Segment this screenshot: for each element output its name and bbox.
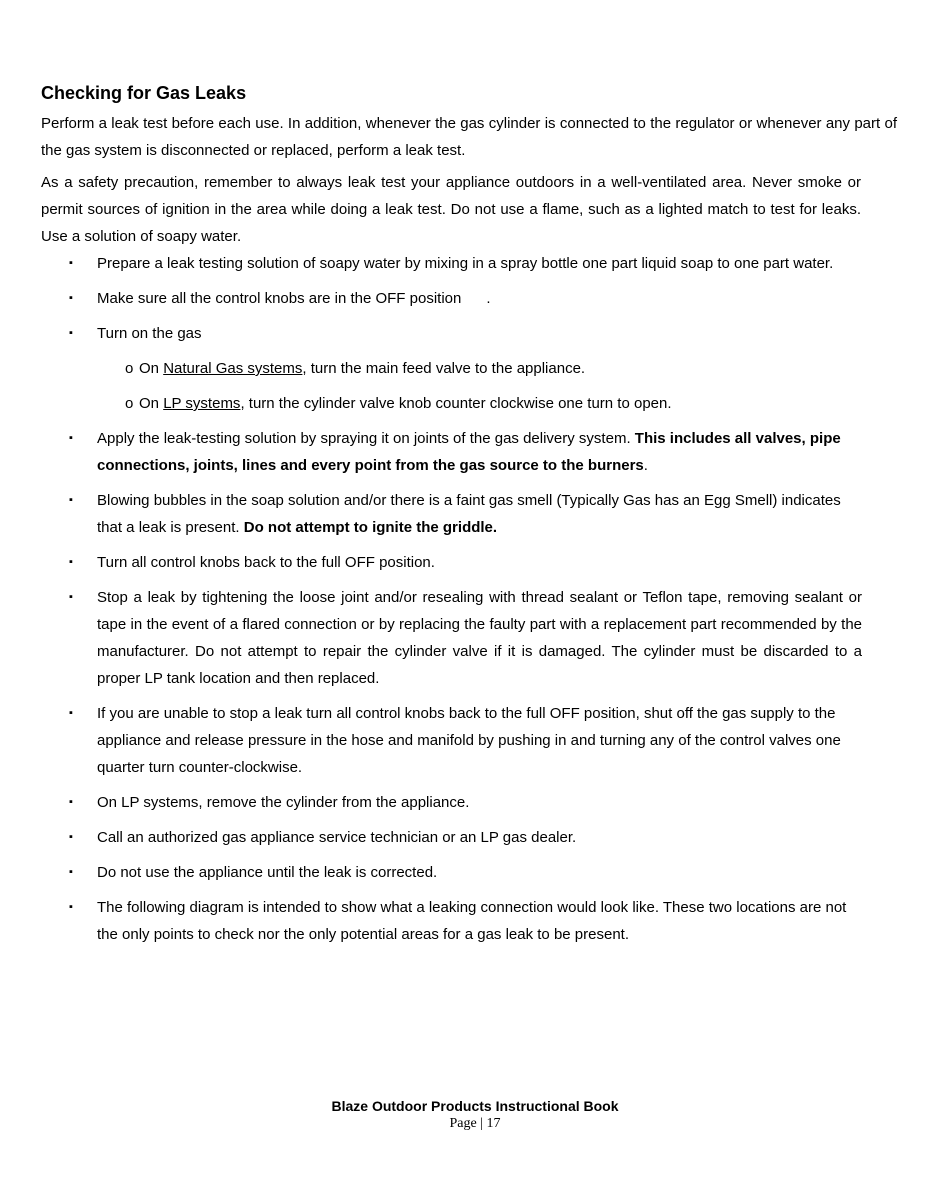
bullet-icon: ▪ [69,831,73,843]
sub-list-item: o On LP systems, turn the cylinder valve knob counter clockwise one turn to open. [41,390,897,417]
list-item: ▪ Make sure all the control knobs are in the OFF position . [41,285,862,312]
page-title: Checking for Gas Leaks [41,83,247,103]
bullet-icon: ▪ [69,432,73,444]
circle-bullet-icon: o [125,360,134,377]
bullet-icon: ▪ [69,866,73,878]
safety-paragraph: As a safety precaution, remember to always leak test your appliance outdoors in a well-ventilated area. Never smoke or permit sources of ignition in the area while doing a leak test. Do not use a flame, such as a lighted match to test for leaks. Use a solution of soapy water. [41,174,861,245]
bullet-icon: ▪ [69,901,73,913]
list-item: ▪ Turn all control knobs back to the full OFF position. [41,549,862,576]
list-item: ▪ Turn on the gas [41,320,862,347]
gas-type-substeps [41,355,897,417]
bullet-icon: ▪ [69,707,73,719]
list-item: ▪ Apply the leak-testing solution by spraying it on joints of the gas delivery system. This includes all valves, pipe connections, joints, lines and every point from the gas source to the burners. [41,425,862,479]
intro-paragraph: Perform a leak test before each use. In addition, whenever the gas cylinder is connected to the regulator or whenever any part of the gas system is disconnected or replaced, perform a leak test. [41,115,897,159]
circle-bullet-icon: o [125,395,134,412]
sub-list-item: o On Natural Gas systems, turn the main feed valve to the appliance. [41,355,897,382]
bullet-icon: ▪ [69,556,73,568]
list-item: ▪ The following diagram is intended to show what a leaking connection would look like. These two locations are not the only points to check nor the only potential areas for a gas leak to be present. [41,894,862,948]
bullet-icon: ▪ [69,494,73,506]
lp-systems-link-text: LP systems [163,395,241,412]
bullet-icon: ▪ [69,591,73,603]
natural-gas-link-text: Natural Gas systems [163,360,303,377]
list-item: ▪ If you are unable to stop a leak turn all control knobs back to the full OFF position, shut off the gas supply to the appliance and release pressure in the hose and manifold by pushing in and turning any of the control valves one quarter turn counter-clockwise. [41,700,862,781]
leak-test-steps [41,250,897,347]
bullet-icon: ▪ [69,292,73,304]
bullet-icon: ▪ [69,327,73,339]
page-content [41,80,897,956]
leak-test-steps-continued [41,425,897,948]
bullet-icon: ▪ [69,796,73,808]
list-item: ▪ Do not use the appliance until the leak is corrected. [41,859,862,886]
list-item: ▪ Call an authorized gas appliance service technician or an LP gas dealer. [41,824,862,851]
list-item: ▪ Stop a leak by tightening the loose joint and/or resealing with thread sealant or Teflon tape, removing sealant or tape in the event of a flared connection or by replacing the faulty part with a replacement part recommended by the manufacturer. Do not attempt to repair the cylinder valve if it is damaged. The cylinder must be discarded to a proper LP tank location and then replaced. [41,584,862,692]
list-item: ▪ On LP systems, remove the cylinder from the appliance. [41,789,862,816]
list-item: ▪ Prepare a leak testing solution of soapy water by mixing in a spray bottle one part liquid soap to one part water. [41,250,862,277]
bullet-icon: ▪ [69,257,73,269]
page-footer [0,1096,950,1132]
list-item: ▪ Blowing bubbles in the soap solution and/or there is a faint gas smell (Typically Gas has an Egg Smell) indicates that a leak is present. Do not attempt to ignite the griddle. [41,487,862,541]
page-number: Page | 17 [449,1116,501,1131]
footer-title: Blaze Outdoor Products Instructional Book [331,1098,619,1114]
